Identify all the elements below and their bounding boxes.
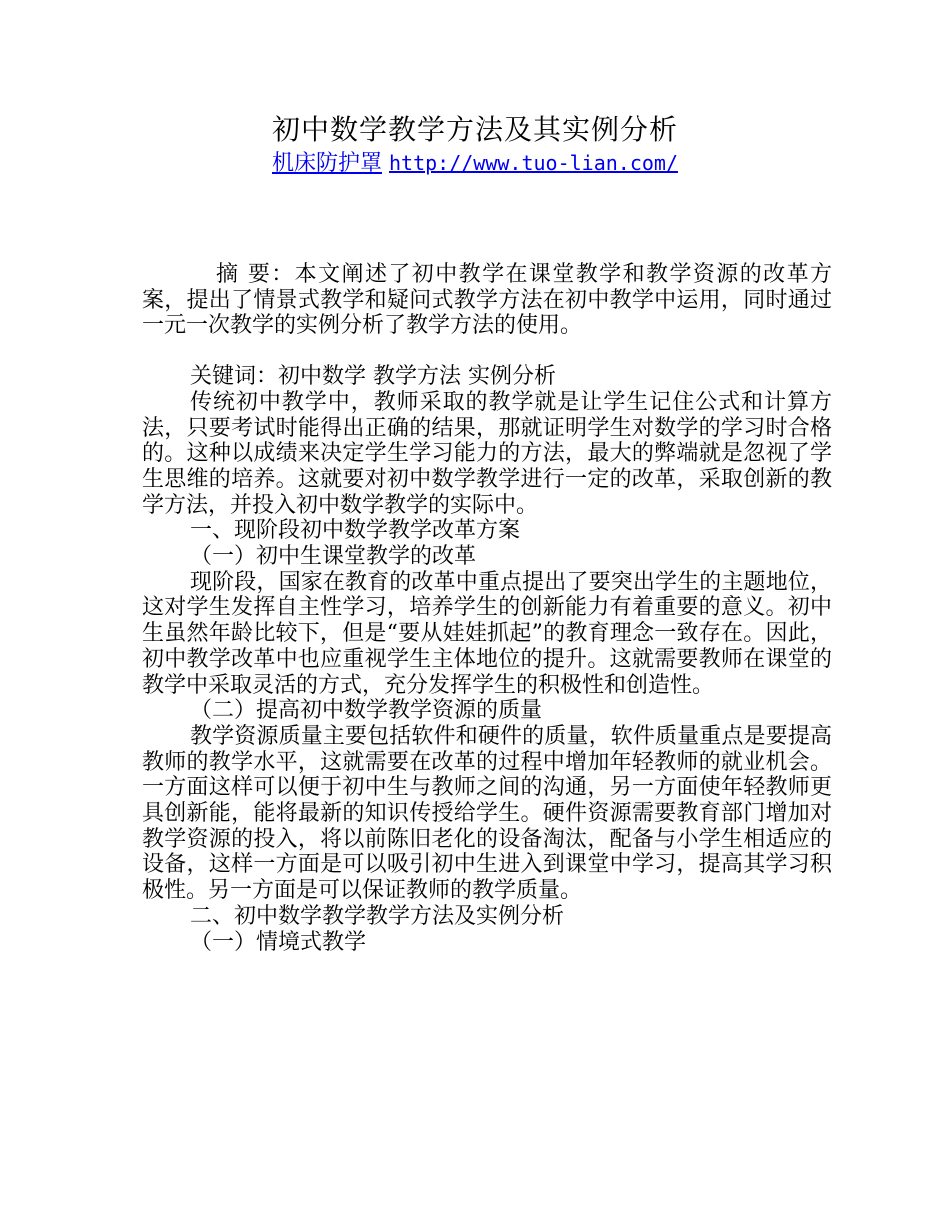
section1-heading: 一、现阶段初中数学教学改革方案 <box>190 518 521 544</box>
source-link-url[interactable]: http://www.tuo-lian.com/ <box>389 151 678 175</box>
section1-subheading-2: （二）提高初中数学教学资源的质量 <box>190 698 543 724</box>
section1-paragraph-1: 现阶段，国家在教育的改革中重点提出了要突出学生的主题地位，这对学生发挥自主性学习，培养学生的创新能力有着重要的意义。初中生虽然年龄比较下，但是“要从娃娃抓起”的教育理念一致存在。因此，初中教学改革中也应重视学生主体地位的提升。这就需要教师在课堂的教学中采取灵活的方式，充分发挥学生的积极性和创造性。 <box>142 569 832 698</box>
source-line <box>0 148 950 179</box>
abstract-paragraph: 摘 要：本文阐述了初中教学在课堂教学和教学资源的改革方案，提出了情景式教学和疑问式教学方法在初中教学中运用，同时通过一元一次教学的实例分析了教学方法的使用。 <box>142 262 832 339</box>
source-link-text[interactable]: 机床防护罩 <box>272 151 383 176</box>
section1-paragraph-2: 教学资源质量主要包括软件和硬件的质量，软件质量重点是要提高教师的教学水平，这就需要在改革的过程中增加年轻教师的就业机会。一方面这样可以便于初中生与教师之间的沟通，另一方面使年轻教师更具创新能，能将最新的知识传授给学生。硬件资源需要教育部门增加对教学资源的投入，将以前陈旧老化的设备淘汰，配备与小学生相适应的设备，这样一方面是可以吸引初中生进入到课堂中学习，提高其学习积极性。另一方面是可以保证教师的教学质量。 <box>142 723 832 904</box>
section2-heading: 二、初中数学教学教学方法及实例分析 <box>190 903 565 929</box>
document-body <box>142 262 832 955</box>
keywords-line: 关键词：初中数学 教学方法 实例分析 <box>190 364 556 390</box>
document-title: 初中数学教学方法及其实例分析 <box>271 113 678 146</box>
section2-subheading-1: （一）情境式教学 <box>190 929 367 955</box>
section1-subheading-1: （一）初中生课堂教学的改革 <box>190 544 477 570</box>
intro-paragraph: 传统初中教学中，教师采取的教学就是让学生记住公式和计算方法，只要考试时能得出正确的结果，那就证明学生对数学的学习时合格的。这种以成绩来决定学生学习能力的方法，最大的弊端就是忽视了学生思维的培养。这就要对初中数学教学进行一定的改革，采取创新的教学方法，并投入初中数学教学的实际中。 <box>142 389 832 518</box>
